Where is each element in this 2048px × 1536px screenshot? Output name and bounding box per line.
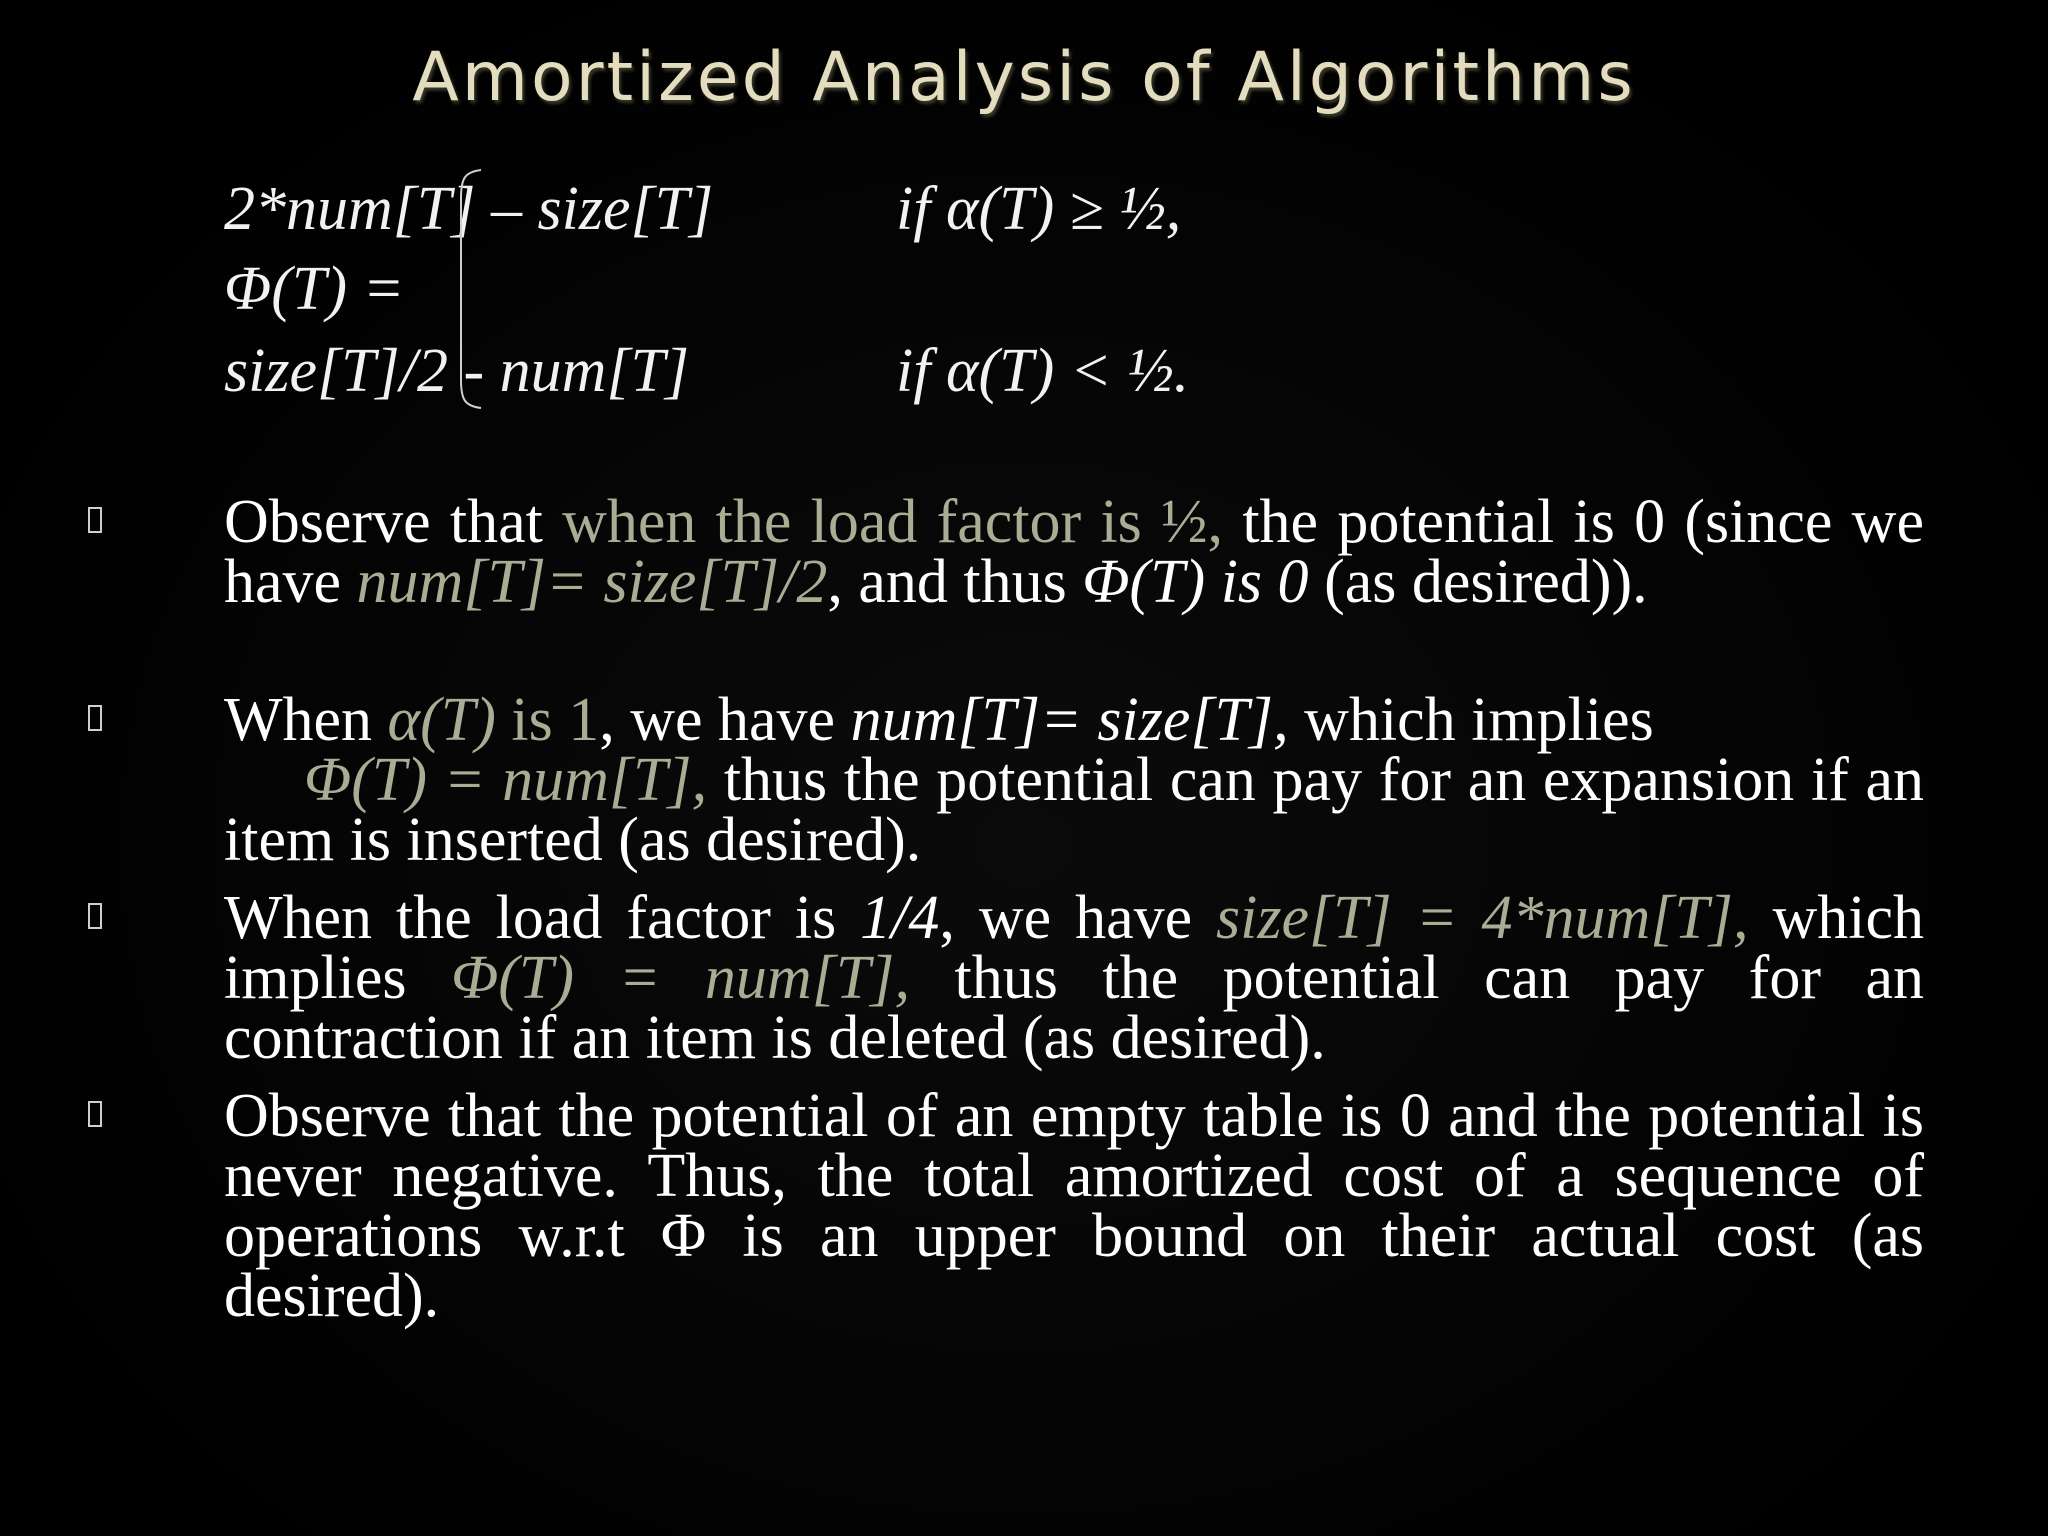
bullet-text xyxy=(224,1082,1924,1330)
bullet-text xyxy=(224,488,1924,616)
formula-case2-expression: size[T]/2 - num[T] xyxy=(224,337,690,405)
bullet-marker xyxy=(88,507,102,533)
text-run: When the load factor is xyxy=(224,884,861,952)
text-run-italic: 1/4 xyxy=(860,884,940,952)
text-run: , and thus xyxy=(827,548,1083,616)
text-run: Observe that the potential of an empty table is 0 and the potential is never negative. Thus, the total amortized cost of a sequence of operations w.r.t Φ is an upper bound on their actual cost (as desired). xyxy=(224,1082,1924,1330)
text-run: which implies xyxy=(1288,686,1654,754)
formula-case2-condition: if α(T) < ½. xyxy=(896,337,1190,405)
formula-case1-expression: 2*num[T] – size[T] xyxy=(224,175,714,243)
bullet-text xyxy=(224,884,1924,1072)
formula-brace xyxy=(455,168,485,410)
text-run-highlight: size[T] = 4*num[T], xyxy=(1216,884,1749,952)
text-run: , we have xyxy=(939,884,1217,952)
bullet-line xyxy=(224,686,1924,754)
text-run: which implies xyxy=(224,884,1924,1012)
bullet-marker xyxy=(88,1101,102,1127)
formula-case1-condition: if α(T) ≥ ½, xyxy=(896,175,1182,243)
text-run: thus the potential can pay for an expansion if an item is inserted (as desired). xyxy=(224,746,1924,874)
text-run: , we have xyxy=(599,686,851,754)
text-run: When xyxy=(224,686,388,754)
text-run: thus the potential can pay for an contraction if an item is deleted (as desired). xyxy=(224,944,1924,1072)
bullet-line xyxy=(224,746,1924,874)
text-run-highlight: when the load factor is ½, xyxy=(562,488,1224,556)
text-run: Observe that xyxy=(224,488,563,556)
text-run-italic: num[T]= size[T], xyxy=(850,686,1289,754)
text-run-highlight: α(T) xyxy=(387,686,496,754)
text-run: the potential is 0 (since we have xyxy=(224,488,1924,616)
bullet-marker xyxy=(88,705,102,731)
slide-title: Amortized Analysis of Algorithms xyxy=(412,38,1636,117)
text-run-italic: Φ(T) is 0 xyxy=(1082,548,1309,616)
formula-lhs: Φ(T) = xyxy=(224,255,405,323)
bullet-marker xyxy=(88,903,102,929)
bullet-text xyxy=(224,686,1924,874)
text-run-highlight: Φ(T) = num[T], xyxy=(451,944,910,1012)
text-run-highlight: Φ(T) = num[T], xyxy=(304,746,708,814)
text-run-highlight: num[T]= size[T]/2 xyxy=(356,548,828,616)
text-run-highlight: is 1 xyxy=(495,686,600,754)
text-run: (as desired)). xyxy=(1308,548,1648,616)
